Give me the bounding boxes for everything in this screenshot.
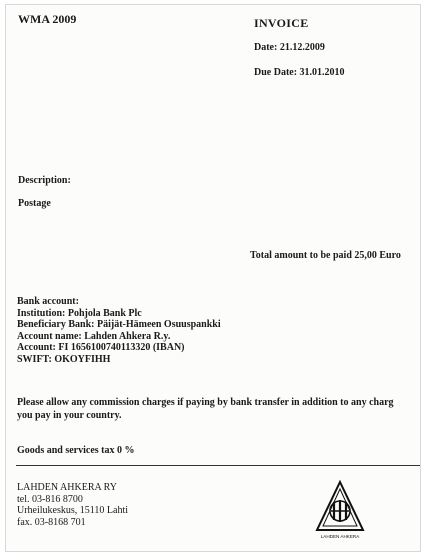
bank-account-name: Account name: Lahden Ahkera R.y.	[17, 330, 171, 342]
bank-beneficiary: Beneficiary Bank: Päijät-Hämeen Osuuspankki	[17, 319, 221, 331]
invoice-title: INVOICE	[254, 16, 309, 30]
bank-institution: Institution: Pohjola Bank Plc	[17, 307, 142, 319]
bank-swift: SWIFT: OKOYFIHH	[17, 353, 111, 365]
description-label: Description:	[18, 175, 71, 186]
footer-divider	[16, 465, 420, 466]
logo-text: LAHDEN AHKERA	[320, 534, 360, 539]
triangle-emblem-icon	[314, 480, 366, 542]
bank-details	[17, 296, 221, 366]
footer-tel: tel. 03-816 8700	[17, 493, 83, 505]
footer-contact	[17, 482, 128, 528]
invoice-reference: WMA 2009	[18, 12, 77, 26]
tax-line: Goods and services tax 0 %	[17, 445, 135, 456]
bank-account-number: Account: FI 1656100740113320 (IBAN)	[17, 342, 185, 354]
description-item: Postage	[18, 198, 51, 209]
commission-note-line-2: you pay in your country.	[17, 409, 122, 421]
footer-address: Urheilukeskus, 15110 Lahti	[17, 505, 129, 516]
invoice-page	[5, 4, 421, 552]
total-amount: Total amount to be paid 25,00 Euro	[250, 250, 401, 261]
bank-heading: Bank account:	[17, 296, 79, 307]
commission-note-line-1: Please allow any commission charges if paying by bank transfer in addition to any charg	[17, 397, 394, 408]
invoice-date: Date: 21.12.2009	[254, 42, 325, 53]
invoice-due-date: Due Date: 31.01.2010	[254, 67, 345, 78]
commission-note	[17, 397, 421, 422]
footer-fax: fax. 03-8168 701	[17, 516, 86, 528]
footer-org-name: LAHDEN AHKERA RY	[17, 482, 118, 493]
